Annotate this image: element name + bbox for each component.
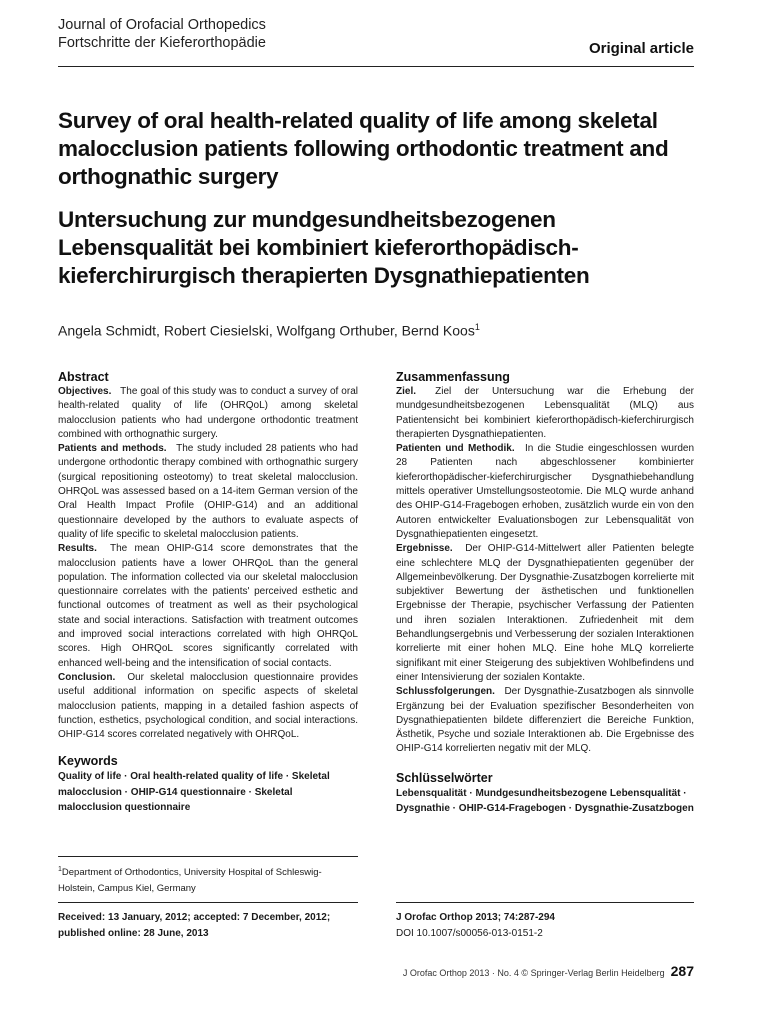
ergebnisse-label: Ergebnisse. [396,543,453,555]
conclusion-text: Our skeletal malocclusion questionnaire provides useful additional information on specific aspects of skeletal malocclusion patients, mapping in a detailed fashion aspects of function, esthetics, psychological condition, and social interactions. OHIP-G14 scores correlated negatively with OHRQoL. [58,671,358,741]
journal-reference: J Orofac Orthop 2013; 74:287-294 [396,912,555,923]
zusammenfassung-schluss [396,685,694,756]
zusammenfassung-ziel [396,385,694,442]
zusammenfassung-methodik [396,442,694,542]
objectives-label: Objectives. [58,386,112,397]
abstract-column [58,370,358,816]
abstract-heading: Abstract [58,370,109,384]
author-names: Angela Schmidt, Robert Ciesielski, Wolfgang Orthuber, Bernd Koos [58,322,475,339]
author-list [58,322,480,339]
objectives-text: The goal of this study was to conduct a survey of oral health-related quality of life (OHRQoL) among skeletal malocclusion patients who had undergone orthodontic treatment combined with orthognathic surgery. [58,386,358,440]
affiliation-footnote [58,862,358,897]
page-footer [403,963,694,979]
methodik-text: In die Studie eingeschlossen wurden 28 Patienten nach abgeschlossener kombinierter kieferorthopädischer-kieferchirurgischer Dysgnathiebehandlung mittels operativer Umstellungsosteotomie. Die MLQ wurde anhand des OHIP-G14-Fragebogen erhoben, zusätzlich wurde ein von den Autoren entwickelter Evaluationsbogen zur Lebensqualität von Dysgnathiepatienten eingesetzt. [396,443,695,540]
footer-text: J Orofac Orthop 2013 · No. 4 © Springer-Verlag Berlin Heidelberg [402,968,665,978]
footnote-marker: 1 [58,866,62,873]
header-divider [58,66,694,67]
keywords-list: Quality of life · Oral health-related quality of life · Skeletal malocclusion · OHIP-G14 questionnaire · Skeletal malocclusion questionnaire [58,771,330,814]
methodik-label: Patienten und Methodik. [396,443,515,455]
journal-name-de: Fortschritte der Kieferorthopädie [58,35,266,51]
journal-name-en: Journal of Orofacial Orthopedics [58,17,266,33]
received-divider [58,902,358,903]
keywords-heading: Keywords [58,754,118,769]
page-number: 287 [670,963,694,979]
abstract-methods [58,442,358,542]
ziel-text: Ziel der Untersuchung war die Erhebung der mundgesundheitsbezogenen Lebensqualität (MLQ) aus Patientensicht bei kombiniert kieferorthopädisch-kieferchirurgisch therapierten Dysgnathiepatienten. [396,386,694,440]
abstract-conclusion [58,671,358,742]
conclusion-label: Conclusion. [58,671,116,683]
title-german: Untersuchung zur mundgesundheitsbezogenen Lebensqualität bei kombiniert kieferorthopädisch-kieferchirurgisch therapierten Dysgnathiepatienten [58,207,590,288]
doi: DOI 10.1007/s00056-013-0151-2 [396,927,543,939]
footnote-text: Department of Orthodontics, University Hospital of Schleswig-Holstein, Campus Kiel, Germany [58,867,322,895]
title-english: Survey of oral health-related quality of life among skeletal malocclusion patients following orthodontic treatment and orthognathic surgery [58,108,669,189]
methods-label: Patients and methods. [58,443,167,455]
schluesselwoerter-heading: Schlüsselwörter [396,770,493,785]
footnote-divider [58,856,358,857]
results-label: Results. [58,543,97,555]
methods-text: The study included 28 patients who had undergone orthodontic therapy combined with orthognathic surgery (surgical repositioning osteotomy) to treat skeletal malocclusion. OHRQoL was assessed based on a 14-item German version of the Oral Health Impact Profile (OHIP-G14) and an additional questionnaire developed by the authors to evaluate aspects of quality of life specific to skeletal malocclusion patients. [58,443,359,540]
author-affiliation-marker: 1 [474,322,480,332]
journal-name [58,16,266,52]
schluss-text: Der Dysgnathie-Zusatzbogen als sinnvolle Ergänzung bei der Evaluation spezifischer Besonderheiten von Dysgnathiepatienten bildete differenziert die Bereiche Funktion, Ästhetik, Psyche und soziale Interaktionen ab. Die Ergebnisse des OHIP-G14 korrelierten negativ mit der MLQ. [396,686,694,755]
ziel-label: Ziel. [396,386,417,397]
results-text: The mean OHIP-G14 score demonstrates that the malocclusion patients have a lower OHRQoL than the general population. The information collected via our skeletal malocclusion questionnaire correlates with the patients' perceived esthetic and functional outcomes of treatment as well as their psychological state and social interactions. Satisfaction with treatment outcomes and improved social interactions correlated with high OHRQoL scores. High OHRQoL scores significantly correlated with enhanced well-being and the intensification of social contacts. [58,543,358,669]
received-dates: Received: 13 January, 2012; accepted: 7 December, 2012; published online: 28 June, 2013 [58,912,331,939]
abstract-objectives [58,385,358,442]
schluss-label: Schlussfolgerungen. [396,686,495,698]
citation-divider [396,902,694,903]
zusammenfassung-column [396,370,694,817]
ergebnisse-text: Der OHIP-G14-Mittelwert aller Patienten belegte eine schlechtere MLQ der Dysgnathiepatienten gegenüber der Allgemeinbevölkerung. Der Dysgnathie-Zusatzbogen korrelierte mit subjektiver Bewertung der ästhetischen und funktionellen Ergebnisse der Therapie, psychischer Verfassung der Patienten und ihren sozialen Interaktionen. Zufriedenheit mit dem Behandlungsergebnis und Verbesserung der sozialen Interaktionen korrelierte mit einer hohen MLQ. Eine hohe MLQ korrelierte signifikant mit einer Steigerung des subjektiven Wohlbefindens und einer Intensivierung der sozialen Kontakte. [396,543,695,683]
citation-block [396,910,694,941]
article-type: Original article [588,40,694,57]
zusammenfassung-ergebnisse [396,542,694,685]
abstract-results [58,542,358,671]
zusammenfassung-heading: Zusammenfassung [396,370,510,384]
schluesselwoerter-list: Lebensqualität · Mundgesundheitsbezogene Lebensqualität · Dysgnathie · OHIP-G14-Fragebogen · Dysgnathie-Zusatzbogen [396,787,694,815]
